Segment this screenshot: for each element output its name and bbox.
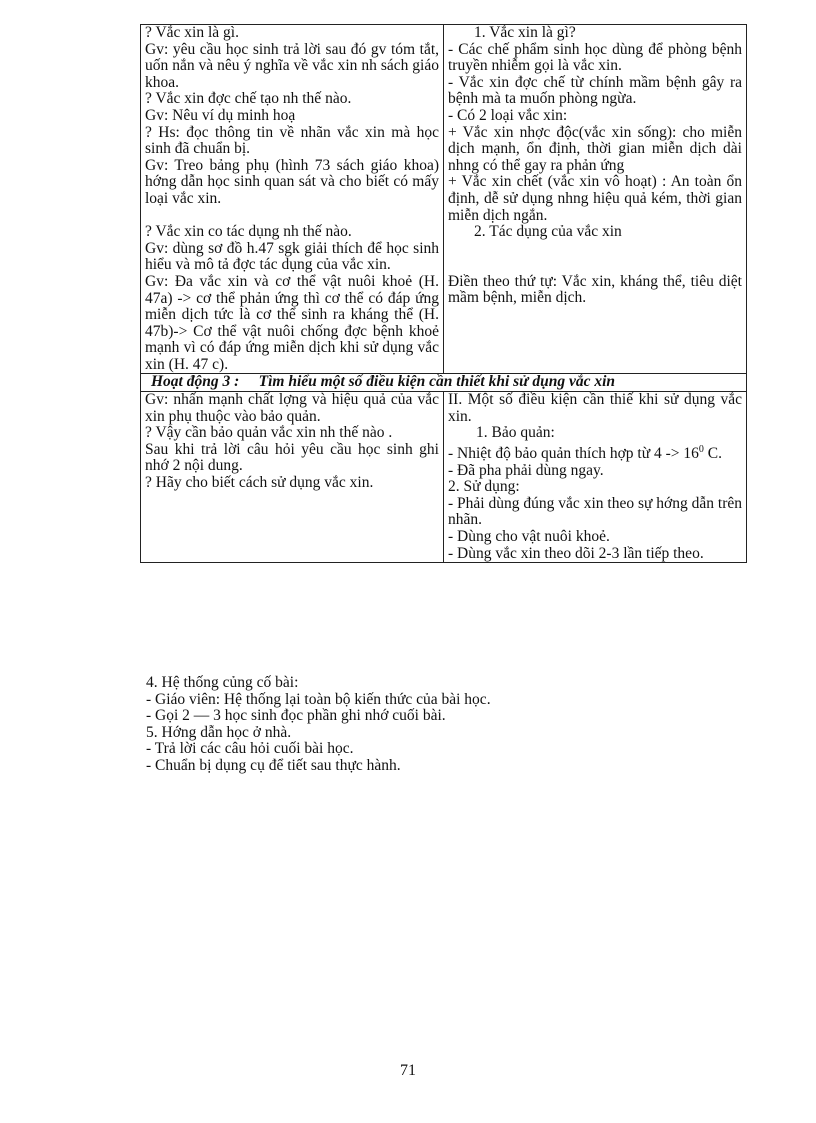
text-line: Gv: Nêu ví dụ minh hoạ: [145, 106, 296, 124]
lesson-summary: [146, 675, 746, 775]
text-line: Sau khi trả lời câu hỏi yêu cầu học sinh ghi nhớ 2 nội dung.: [145, 440, 439, 475]
lesson-table: [140, 24, 747, 563]
teacher-activity-cell: [141, 392, 444, 563]
text-line: - Dùng cho vật nuôi khoẻ.: [448, 527, 610, 545]
activity-header-row: [141, 374, 747, 392]
unit-text: C.: [703, 445, 722, 462]
section-heading: 1. Vắc xin là gì?: [474, 24, 576, 41]
text-line: - Phải dùng đúng vắc xin theo sự hớng dẫn trên nhãn.: [448, 494, 742, 529]
text-line: Gv: Treo bảng phụ (hình 73 sách giáo khoa) hớng dẫn học sinh quan sát và cho biết có mấy loại vắc xin.: [145, 156, 439, 207]
text-line: - Vắc xin đợc chế từ chính mầm bệnh gây ra bệnh mà ta muốn phòng ngừa.: [448, 73, 742, 108]
text-line: Gv: nhấn mạnh chất lợng và hiệu quả của vắc xin phụ thuộc vào bảo quản.: [145, 391, 439, 425]
teacher-activity-cell: [141, 25, 444, 374]
text-line: ? Hãy cho biết cách sử dụng vắc xin.: [145, 474, 374, 492]
text-line: ? Vắc xin đợc chế tạo nh thế nào.: [145, 90, 352, 108]
summary-heading: 4. Hệ thống củng cố bài:: [146, 674, 299, 691]
activity-title: Tìm hiểu một số điều kiện cần thiết khi sử dụng vắc xin: [258, 373, 616, 391]
text-line: - Dùng vắc xin theo dõi 2-3 lần tiếp theo.: [448, 544, 704, 562]
text-line: ? Hs: đọc thông tin về nhãn vắc xin mà học sinh đã chuẩn bị.: [145, 123, 439, 158]
summary-line: - Chuẩn bị dụng cụ để tiết sau thực hành.: [146, 756, 401, 774]
sub-heading: 1. Bảo quản:: [476, 424, 555, 442]
text-line: Gv: Đa vắc xin và cơ thể vật nuôi khoẻ (H. 47a) -> cơ thể phản ứng thì cơ thể có đáp ứng miễn dịch tức là cơ thể sinh ra kháng thể (H. 47b)-> Cơ thể vật nuôi chống đợc bệnh khoẻ mạnh vì có đáp ứng miễn dịch khi sử dụng vắc xin (H. 47 c).: [145, 272, 439, 373]
text-line: Gv: yêu cầu học sinh trả lời sau đó gv tóm tắt, uốn nắn và nêu ý nghĩa về vắc xin nh sách giáo khoa.: [145, 40, 439, 91]
text-line: ? Vậy cần bảo quản vắc xin nh thế nào .: [145, 424, 393, 442]
summary-line: - Trả lời các câu hỏi cuối bài học.: [146, 740, 354, 758]
summary-line: - Gọi 2 — 3 học sinh đọc phần ghi nhớ cuối bài.: [146, 707, 446, 725]
degree-superscript: 0: [698, 443, 704, 455]
text-line: + Vắc xin chết (vắc xin vô hoạt) : An toàn ổn định, dễ sử dụng nhng hiệu quả kém, thời gian miễn dịch ngắn.: [448, 173, 742, 224]
text-line: - Có 2 loại vắc xin:: [448, 106, 568, 124]
sub-heading: 2. Sử dụng:: [448, 478, 520, 496]
section-heading: 2. Tác dụng của vắc xin: [474, 223, 622, 241]
temperature-text: - Nhiệt độ bảo quản thích hợp từ 4 -> 16: [448, 445, 699, 462]
content-cell: [444, 392, 747, 563]
text-line: - Đã pha phải dùng ngay.: [448, 461, 604, 479]
text-line: + Vắc xin nhợc độc(vắc xin sống): cho miễn dịch mạnh, ổn định, thời gian miễn dịch dài nhng có thể gay ra phản ứng: [448, 123, 742, 174]
text-line: ? Vắc xin là gì.: [145, 24, 239, 41]
page-number: 71: [400, 1062, 416, 1079]
text-line: Điền theo thứ tự: Vắc xin, kháng thể, tiêu diệt mầm bệnh, miễn dịch.: [448, 272, 742, 307]
table-row: [141, 392, 747, 563]
section-heading: II. Một số điều kiện cần thiế khi sử dụng vắc xin.: [448, 391, 742, 425]
table-row: [141, 25, 747, 374]
activity-label: Hoạt động 3 :: [151, 373, 240, 391]
text-line: [448, 442, 742, 463]
text-line: Gv: dùng sơ đồ h.47 sgk giải thích để học sinh hiểu và mô tả đợc tác dụng của vắc xin.: [145, 239, 439, 274]
summary-line: - Giáo viên: Hệ thống lại toàn bộ kiến thức của bài học.: [146, 690, 491, 708]
content-cell: [444, 25, 747, 374]
summary-heading: 5. Hớng dẫn học ở nhà.: [146, 723, 292, 741]
activity-header: [141, 374, 747, 392]
text-line: - Các chế phẩm sinh học dùng để phòng bệnh truyền nhiễm gọi là vắc xin.: [448, 40, 742, 75]
text-line: ? Vắc xin co tác dụng nh thế nào.: [145, 223, 352, 241]
